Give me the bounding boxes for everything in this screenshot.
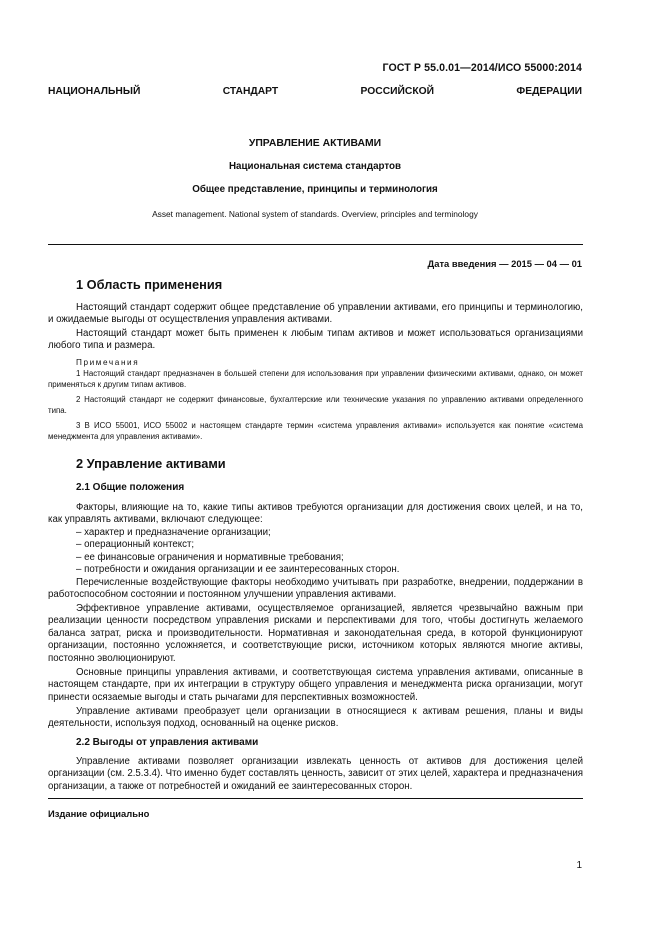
factors-list — [76, 527, 583, 577]
subsection-2-1-paragraph-5: Управление активами преобразует цели организации в относящиеся к активам решения, планы и виды деятельности, используя подход, основанный на оценке рисков. — [48, 706, 583, 730]
document-code: ГОСТ Р 55.0.01—2014/ИСО 55000:2014 — [382, 62, 582, 74]
subsection-2-1-paragraph-2: Перечисленные воздействующие факторы необходимо учитывать при разработке, внедрении, поддержании в работоспособном состоянии и постоянном улучшении управления активами. — [48, 577, 583, 601]
document-title: УПРАВЛЕНИЕ АКТИВАМИ — [248, 138, 382, 149]
list-item: – характер и предназначение организации; — [76, 527, 271, 538]
list-item: – операционный контекст; — [76, 539, 195, 551]
document-subtitle-1: Национальная система стандартов — [228, 161, 402, 172]
page-number: 1 — [576, 860, 582, 871]
section-1-paragraph-1: Настоящий стандарт содержит общее представление об управлении активами, его принципы и терминологию, и ожидаемые выгоды от осуществления управления активами. — [48, 302, 583, 326]
national-standard-banner: НАЦИОНАЛЬНЫЙ СТАНДАРТ РОССИЙСКОЙ ФЕДЕРАЦИИ — [48, 86, 582, 97]
title-divider — [48, 244, 583, 245]
note-3: 3 В ИСО 55001, ИСО 55002 и настоящем стандарте термин «система управления активами» используется как понятие «система менеджмента для управления активами». — [48, 421, 583, 441]
section-1-paragraph-2: Настоящий стандарт может быть применен к любым типам активов и может использоваться организациями любого типа и размера. — [48, 328, 583, 352]
list-item: – потребности и ожидания организации и ее заинтересованных сторон. — [76, 564, 400, 576]
subsection-2-1-heading: 2.1 Общие положения — [76, 482, 185, 493]
official-edition-label: Издание официально — [48, 808, 150, 819]
section-2-heading: 2 Управление активами — [76, 456, 226, 471]
section-1-heading: 1 Область применения — [76, 277, 223, 292]
subsection-2-1-paragraph-4: Основные принципы управления активами, и соответствующая система управления активами, описанные в настоящем стандарте, при их интеграции в структуру общего управления и менеджмента риска организации, могут принести осязаемые выгоды и стать рычагами для перспективных возможностей. — [48, 667, 583, 703]
english-title: Asset management. National system of standards. Overview, principles and terminology — [152, 209, 478, 219]
subsection-2-1-paragraph-1: Факторы, влияющие на то, какие типы активов требуются организации для достижения своих целей, и на то, как управлять активами, включают следующее: — [48, 502, 583, 526]
note-2: 2 Настоящий стандарт не содержит финансовые, бухгалтерские или технические указания по управлению активами определенного типа. — [48, 395, 583, 415]
subsection-2-1-paragraph-3: Эффективное управление активами, осуществляемое организацией, является чрезвычайно важным при реализации ценности посредством управления рисками и перспективами для того, чтобы достигнуть желаемого баланса затрат, риска и производительности. Нормативная и законодательная среда, в которой функционируют организации, постоянно усложняется, и соответствующие риски, источником которых являются многие активы, постоянно эволюционируют. — [48, 603, 583, 664]
subsection-2-2-heading: 2.2 Выгоды от управления активами — [76, 737, 259, 748]
notes-label: Примечания — [76, 358, 140, 367]
introduction-date: Дата введения — 2015 — 04 — 01 — [427, 258, 582, 269]
document-subtitle-2: Общее представление, принципы и терминология — [192, 184, 438, 195]
list-item: – ее финансовые ограничения и нормативные требования; — [76, 551, 344, 563]
footer-divider — [48, 798, 583, 799]
note-1: 1 Настоящий стандарт предназначен в большей степени для использования при управлении физическими активами, однако, он может применяться к другим типам активов. — [48, 369, 583, 389]
subsection-2-2-paragraph-1: Управление активами позволяет организации извлекать ценность от активов для достижения целей организации (см. 2.5.3.4). Что именно будет составлять ценность, зависит от этих целей, характера и предназначения организации, а также от потребностей и ожиданий ее заинтересованных сторон. — [48, 756, 583, 792]
